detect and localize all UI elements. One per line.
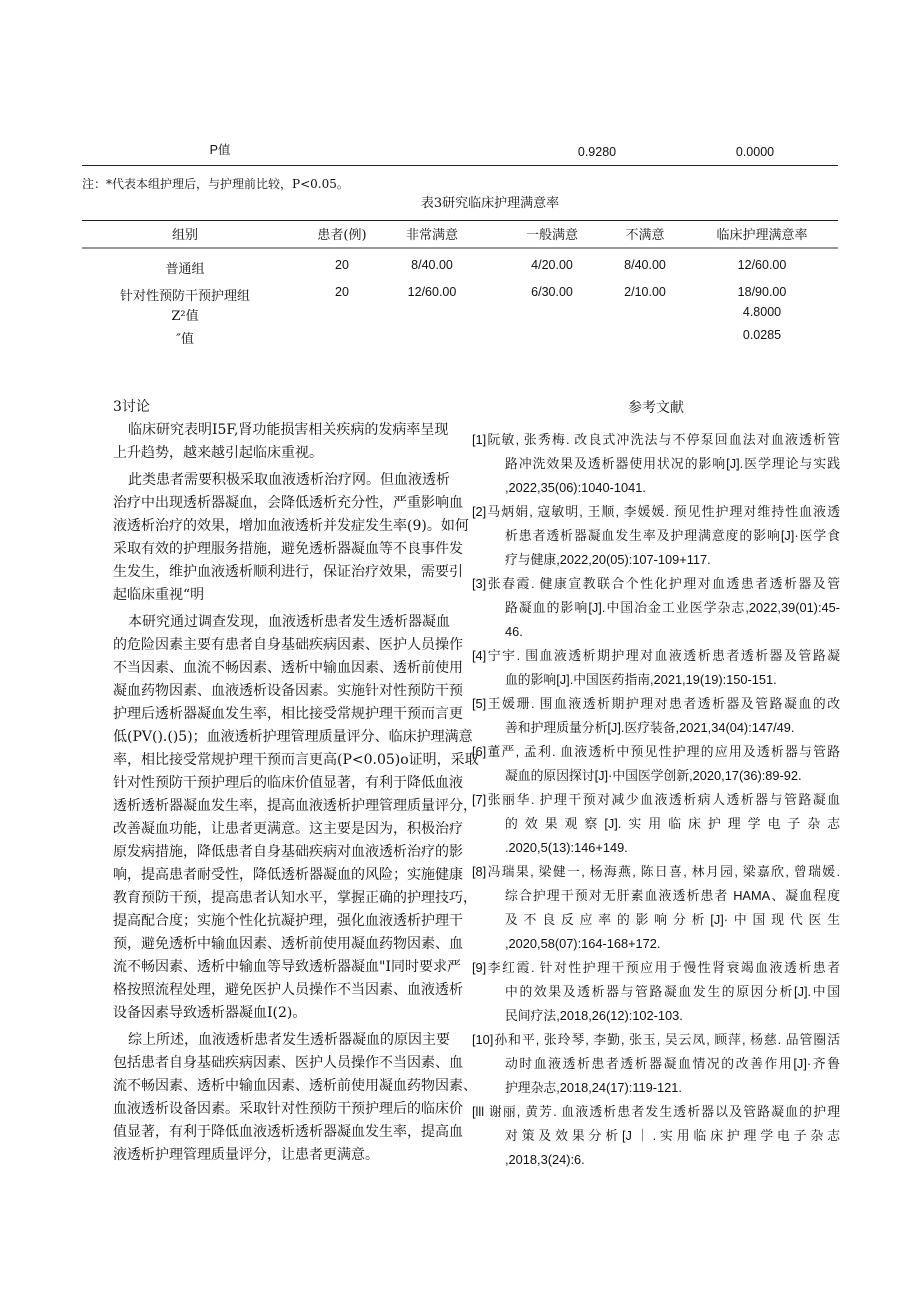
- text-line: 此类患者需要积极采取血液透析治疗网。但血液透析: [128, 472, 450, 488]
- table3-header-cell: 一般满意: [525, 228, 579, 243]
- text-line: 提高配合度；实施个性化抗凝护理，强化血液透析护理干: [113, 913, 463, 929]
- table3-top-rule: [82, 220, 838, 221]
- text-line: 液透析治疗的效果，增加血液透析并发症发生率(9)。如何: [113, 518, 469, 534]
- reference-line: ,2022,35(06):1040-1041.: [505, 480, 646, 495]
- table3-cell: 12/60.00: [737, 258, 787, 272]
- table3-title: 表3研究临床护理满意率: [420, 196, 560, 211]
- reference-item: [472, 1100, 840, 1172]
- reference-line: 中的效果及透析器与管路凝血发生的原因分析[J].中国: [505, 984, 840, 999]
- text-line: 改善凝血功能，让患者更满意。这主要是因为，积极治疗: [113, 821, 463, 837]
- text-line: 低(PV().()5)；血液透析护理管理质量评分、临床护理满意: [113, 729, 473, 745]
- table3-cell: 8/40.00: [624, 258, 666, 272]
- reference-line: 凝血的原因探讨[J]·中国医学创新,2020,17(36):89-92.: [505, 768, 802, 783]
- text-line: 率，相比接受常规护理干预而言更高(P<0.05)o证明，采取: [113, 752, 479, 768]
- text-line: 流不畅因素、透析中输血等导致透析器凝血"I同时要求严: [113, 959, 461, 975]
- text-line: 针对性预防干预护理后的临床价值显著，有利于降低血液: [113, 775, 463, 791]
- reference-item: [472, 428, 840, 500]
- table3-cell: 8/40.00: [411, 258, 453, 272]
- reference-item: [472, 500, 840, 572]
- table3-header-cell: 非常满意: [405, 228, 459, 243]
- reference-line: [lll 谢丽, 黄芳. 血液透析患者发生透析器以及管路凝血的护理: [472, 1104, 840, 1119]
- discussion-paragraph: [113, 469, 469, 607]
- reference-line: 善和护理质量分析[J].医疗装备,2021,34(04):147/49.: [505, 720, 795, 735]
- reference-line: [10]孙和平, 张玲琴, 李勤, 张玉, 吴云凤, 顾萍, 杨慈. 品管圈活: [472, 1032, 840, 1047]
- table3-header-rule: [82, 247, 838, 249]
- reference-line: 民间疗法,2018,26(12):102-103.: [505, 1008, 683, 1023]
- reference-line: [9]李红霞. 针对性护理干预应用于慢性肾衰竭血液透析患者: [472, 960, 840, 975]
- reference-line: [3]张春霞. 健康宣教联合个性化护理对血透患者透析器及管: [472, 576, 840, 591]
- text-line: 预，避免透析中输血因素、透析前使用凝血药物因素、血: [113, 936, 463, 952]
- table3-row-label: Z²值: [171, 309, 199, 324]
- text-line: 的危险因素主要有患者自身基础疾病因素、医护人员操作: [113, 637, 463, 653]
- reference-line: 及不良反应率的影响分析[J]·中国现代医生: [505, 912, 840, 927]
- text-line: 采取有效的护理服务措施，避免透析器凝血等不良事件发: [113, 541, 463, 557]
- reference-line: 对策及效果分析[J｜.实用临床护理学电子杂志: [505, 1128, 840, 1143]
- reference-line: 析患者透析器凝血发生率及护理满意度的影响[J]·医学食: [505, 528, 840, 543]
- text-line: 原发病措施，降低患者自身基础疾病对血液透析治疗的影: [113, 844, 463, 860]
- reference-line: 综合护理干预对无肝素血液透析患者 HAMA、凝血程度: [505, 888, 840, 903]
- text-line: 响，提高患者耐受性，降低透析器凝血的风险；实施健康: [113, 867, 463, 883]
- table3-cell: 12/60.00: [407, 285, 457, 299]
- reference-item: [472, 572, 840, 644]
- reference-line: ,2020,58(07):164-168+172.: [505, 936, 661, 951]
- text-line: 综上所述，血液透析患者发生透析器凝血的原因主要: [128, 1032, 450, 1048]
- text-line: 透析透析器凝血发生率，提高血液透析护理管理质量评分，: [113, 798, 477, 814]
- table3-header-cell: 临床护理满意率: [716, 228, 808, 243]
- reference-line: ,2018,3(24):6.: [505, 1152, 585, 1167]
- reference-line: 46.: [505, 624, 523, 639]
- text-line: 生发生，维护血液透析顺利进行，保证治疗效果，需要引: [113, 564, 463, 580]
- reference-line: [2]马炳娟, 寇敏明, 王顺, 李媛媛. 预见性护理对维持性血液透: [472, 504, 840, 519]
- table3-row-label: ″值: [176, 332, 194, 347]
- reference-line: 路冲洗效果及透析器使用状况的影响[J].医学理论与实践: [505, 456, 840, 471]
- table3-cell: 4/20.00: [531, 258, 573, 272]
- discussion-section: [113, 396, 479, 1171]
- table3-cell: 2/10.00: [624, 285, 666, 299]
- table3-cell: 4.8000: [742, 305, 782, 319]
- discussion-paragraph: [113, 611, 479, 1025]
- reference-line: [8]冯瑞果, 梁健一, 杨海燕, 陈日喜, 林月园, 梁嘉欣, 曾瑞媛.: [472, 864, 840, 879]
- text-line: 包括患者自身基础疾病因素、医护人员操作不当因素、血: [113, 1055, 463, 1071]
- reference-line: 的效果观察[J].实用临床护理学电子杂志: [505, 816, 840, 831]
- reference-line: 动时血液透析患者透析器凝血情况的改善作用[J]·齐鲁: [505, 1056, 840, 1071]
- reference-line: 护理杂志,2018,24(17):119-121.: [505, 1080, 682, 1095]
- reference-line: [7]张丽华. 护理干预对减少血液透析病人透析器与管路凝血: [472, 792, 840, 807]
- table3-cell: 6/30.00: [531, 285, 573, 299]
- text-line: 值显著，有利于降低血液透析透析器凝血发生率，提高血: [113, 1124, 463, 1140]
- table3-cell: 20: [335, 285, 349, 299]
- table2-p-value-2: 0.0000: [735, 145, 775, 159]
- reference-item: [472, 740, 840, 788]
- discussion-paragraph: [113, 419, 448, 465]
- table3-cell: 0.0285: [742, 328, 782, 342]
- table3-header-cell: 患者(例): [317, 228, 367, 243]
- table2-note: 注：*代表本组护理后，与护理前比较，P<0.05。: [82, 177, 349, 191]
- references-section: [472, 396, 840, 1172]
- text-line: 教育预防干预，提高患者认知水平，掌握正确的护理技巧，: [113, 890, 477, 906]
- table3-header-cell: 不满意: [625, 228, 665, 243]
- text-line: 凝血药物因素、血液透析设备因素。实施针对性预防干预: [113, 683, 463, 699]
- reference-item: [472, 644, 840, 692]
- text-line: 治疗中出现透析器凝血，会降低透析充分性，严重影响血: [113, 495, 463, 511]
- table3-row-label: 普通组: [165, 262, 205, 277]
- references-title: 参考文献: [628, 400, 684, 416]
- table2-p-value-1: 0.9280: [577, 145, 617, 159]
- reference-line: .2020,5(13):146+149.: [505, 840, 628, 855]
- discussion-paragraph: [113, 1029, 477, 1167]
- reference-item: [472, 956, 840, 1028]
- text-line: 流不畅因素、透析中输血因素、透析前使用凝血药物因素、: [113, 1078, 477, 1094]
- text-line: 设备因素导致透析器凝血I(2)。: [113, 1005, 307, 1021]
- table3-cell: 20: [335, 258, 349, 272]
- text-line: 上升趋势，越来越引起临床重视。: [113, 445, 323, 461]
- text-line: 液透析护理管理质量评分，让患者更满意。: [113, 1147, 379, 1163]
- text-line: 临床研究表明I5F,肾功能损害相关疾病的发病率呈现: [128, 422, 449, 438]
- discussion-heading: 3讨论: [113, 399, 150, 415]
- table3-row-label: 针对性预防干预护理组: [119, 289, 251, 304]
- reference-line: [1]阮敏, 张秀梅. 改良式冲洗法与不停泵回血法对血液透析管: [472, 432, 840, 447]
- reference-line: 疗与健康,2022,20(05):107-109+117.: [505, 552, 711, 567]
- text-line: 血液透析设备因素。采取针对性预防干预护理后的临床价: [113, 1101, 463, 1117]
- table2-bottom-rule: [82, 165, 838, 166]
- reference-line: 血的影响[J].中国医药指南,2021,19(19):150-151.: [505, 672, 777, 687]
- text-line: 本研究通过调查发现，血液透析患者发生透析器凝血: [128, 614, 450, 630]
- text-line: 格按照流程处理，避免医护人员操作不当因素、血液透析: [113, 982, 463, 998]
- reference-line: 路凝血的影响[J].中国冶金工业医学杂志,2022,39(01):45-: [505, 600, 840, 615]
- text-line: 不当因素、血流不畅因素、透析中输血因素、透析前使用: [113, 660, 463, 676]
- reference-line: [6]董严, 孟利. 血液透析中预见性护理的应用及透析器与管路: [472, 744, 840, 759]
- reference-item: [472, 1028, 840, 1100]
- reference-line: [4]宁宇. 围血液透析期护理对血液透析患者透析器及管路凝: [472, 648, 840, 663]
- reference-line: [5]王媛珊. 围血液透析期护理对患者透析器及管路凝血的改: [472, 696, 840, 711]
- reference-item: [472, 788, 840, 860]
- text-line: 护理后透析器凝血发生率，相比接受常规护理干预而言更: [113, 706, 463, 722]
- table3-cell: 18/90.00: [737, 285, 787, 299]
- reference-item: [472, 692, 840, 740]
- table2-p-value-label: P值: [209, 143, 231, 157]
- table3-header-cell: 组别: [171, 228, 199, 243]
- text-line: 起临床重视“明: [113, 587, 205, 603]
- reference-item: [472, 860, 840, 956]
